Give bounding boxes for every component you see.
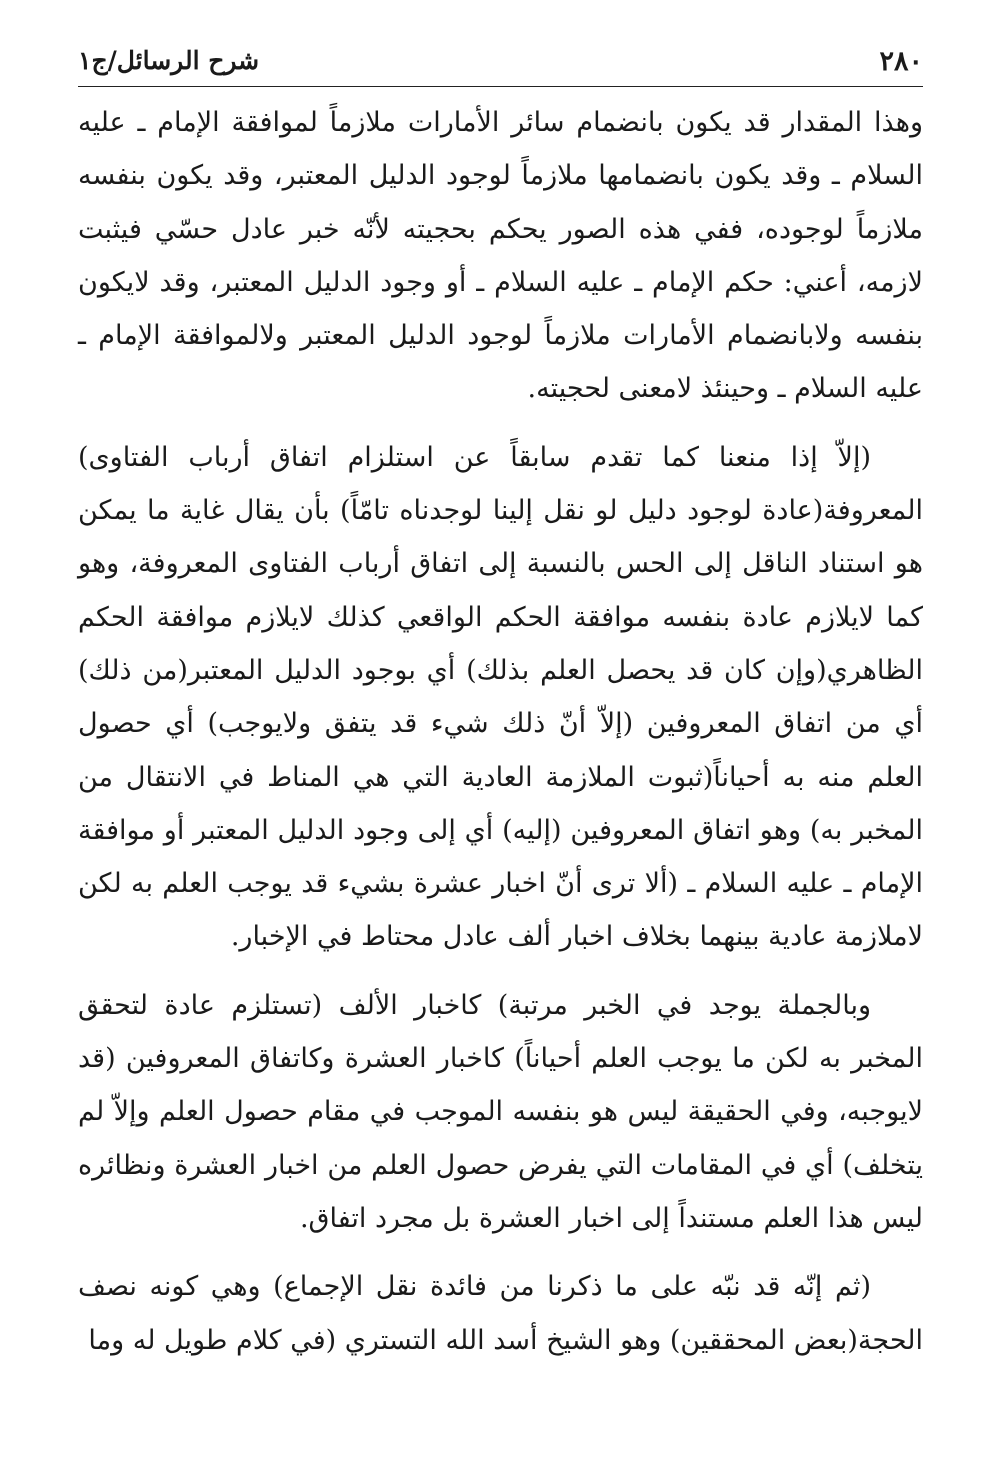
paragraph-3: وبالجملة يوجد في الخبر مرتبة) كاخبار الألف (تستلزم عادة لتحقق المخبر به لكن ما يوجب العلم أحياناً) كاخبار العشرة وكاتفاق المعروفين (قد لايوجبه، وفي الحقيقة ليس هو بنفسه الموجب في مقام حصول العلم وإلاّ لم يتخلف) أي في المقامات التي يفرض حصول العلم من اخبار العشرة ونظائره ليس هذا العلم مستنداً إلى اخبار العشرة بل مجرد اتفاق. xyxy=(78,989,923,1234)
page-number: ٢٨٠ xyxy=(879,46,923,77)
paragraph-1: وهذا المقدار قد يكون بانضمام سائر الأمارات ملازماً لموافقة الإمام ـ عليه السلام ـ وقد يكون بانضمامها ملازماً لوجود الدليل المعتبر، وقد يكون بنفسه ملازماً لوجوده، ففي هذه الصور يحكم بحجيته لأنّه خبر عادل حسّي فيثبت لازمه، أعني: حكم الإمام ـ عليه السلام ـ أو وجود الدليل المعتبر، وقد لايكون بنفسه ولابانضمام الأمارات ملازماً لوجود الدليل المعتبر ولالموافقة الإمام ـ عليه السلام ـ وحينئذ لامعنى لحجيته. xyxy=(78,107,923,405)
body-text xyxy=(78,96,923,1367)
page-header xyxy=(78,42,923,87)
running-title: شرح الرسائل/ج١ xyxy=(78,46,260,75)
paragraph-2: (إلاّ إذا منعنا كما تقدم سابقاً عن استلزام اتفاق أرباب الفتاوى) المعروفة(عادة لوجود دليل لو نقل إلينا لوجدناه تامّاً) بأن يقال غاية ما يمكن هو استناد الناقل إلى الحس بالنسبة إلى اتفاق أرباب الفتاوى المعروفة، وهو كما لايلازم عادة بنفسه موافقة الحكم الواقعي كذلك لايلازم موافقة الحكم الظاهري(وإن كان قد يحصل العلم بذلك) أي بوجود الدليل المعتبر(من ذلك) أي من اتفاق المعروفين (إلاّ أنّ ذلك شيء قد يتفق ولايوجب) أي حصول العلم منه به أحياناً(ثبوت الملازمة العادية التي هي المناط في الانتقال من المخبر به) وهو اتفاق المعروفين (إليه) أي إلى وجود الدليل المعتبر أو موافقة الإمام ـ عليه السلام ـ (ألا ترى أنّ اخبار عشرة بشيء قد يوجب العلم به لكن لاملازمة عادية بينهما بخلاف اخبار ألف عادل محتاط في الإخبار. xyxy=(78,441,923,953)
paragraph-4: (ثم إنّه قد نبّه على ما ذكرنا من فائدة نقل الإجماع) وهي كونه نصف الحجة(بعض المحققين) وهو الشيخ أسد الله التستري (في كلام طويل له وما xyxy=(78,1271,923,1356)
